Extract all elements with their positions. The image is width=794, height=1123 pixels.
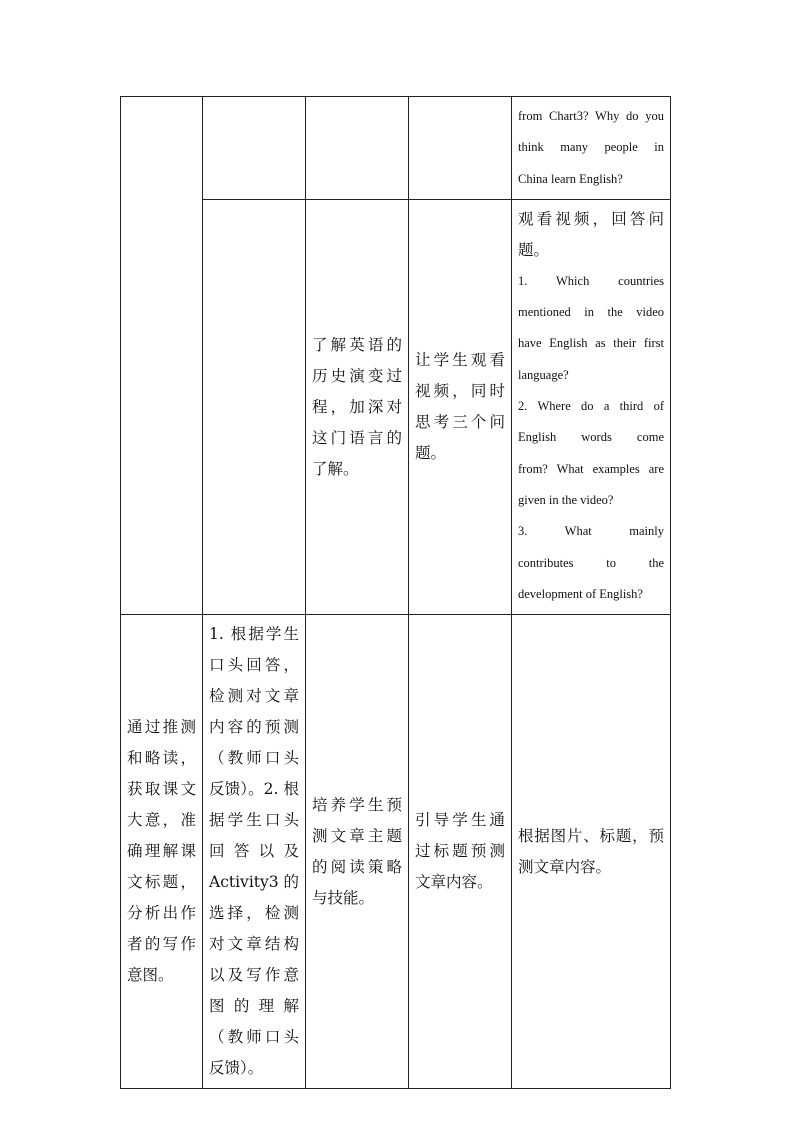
text-line: from Chart3? Why do you bbox=[518, 109, 664, 123]
activity-text: 让学生观看视频，同时思考三个问题。 bbox=[415, 351, 505, 463]
text-line: mentioned in the video bbox=[518, 305, 664, 320]
activity-text: 引导学生通过标题预测文章内容。 bbox=[415, 811, 505, 892]
table-cell bbox=[203, 199, 306, 614]
table-cell bbox=[512, 97, 671, 200]
text-line: have English as their first bbox=[518, 336, 664, 351]
text-line: contributes to the bbox=[518, 555, 664, 570]
assessment-text: 1. 根据学生口头回答，检测对文章内容的预测（教师口头反馈）。2. 根据学生口头回答以及Activity3的选择，检测对文章结构以及写作意图的理解（教师口头反馈）。 bbox=[209, 625, 299, 1078]
table-cell bbox=[203, 615, 306, 1089]
table-row bbox=[121, 615, 671, 1089]
table-cell bbox=[306, 615, 409, 1089]
purpose-text: 培养学生预测文章主题的阅读策略与技能。 bbox=[312, 795, 402, 907]
purpose-text: 了解英语的历史演变过程，加深对这门语言的了解。 bbox=[312, 335, 402, 478]
questions-chart-cell bbox=[512, 97, 670, 199]
lesson-plan-table bbox=[120, 96, 671, 1089]
table-cell bbox=[203, 97, 306, 200]
text-line: from? What examples are bbox=[518, 461, 664, 476]
text-line: 2. Where do a third of bbox=[518, 399, 664, 414]
table-cell bbox=[409, 615, 512, 1089]
table-cell bbox=[121, 615, 203, 1089]
text-line: English words come bbox=[518, 430, 664, 445]
student-activity-text: 根据图片、标题，预测文章内容。 bbox=[518, 826, 664, 876]
table-row bbox=[121, 97, 671, 200]
table-row bbox=[121, 199, 671, 614]
table-cell bbox=[409, 199, 512, 614]
text-line: development of English? bbox=[518, 586, 643, 601]
text-line: 1. Which countries bbox=[518, 273, 664, 288]
table-cell bbox=[409, 97, 512, 200]
table-cell bbox=[306, 97, 409, 200]
text-line: China learn English? bbox=[518, 171, 623, 186]
table-cell bbox=[121, 97, 203, 615]
table-cell bbox=[306, 199, 409, 614]
video-questions-cell bbox=[512, 200, 670, 614]
table-cell bbox=[512, 615, 671, 1089]
text-line: given in the video? bbox=[518, 492, 614, 507]
text-line: language? bbox=[518, 367, 569, 382]
text-line: think many people in bbox=[518, 140, 664, 155]
objective-text: 通过推测和略读，获取课文大意，准确理解课文标题，分析出作者的写作意图。 bbox=[127, 718, 196, 985]
table-cell bbox=[512, 199, 671, 614]
text-line: 3. What mainly bbox=[518, 524, 664, 539]
video-heading: 观看视频，回答问题。 bbox=[518, 210, 664, 259]
